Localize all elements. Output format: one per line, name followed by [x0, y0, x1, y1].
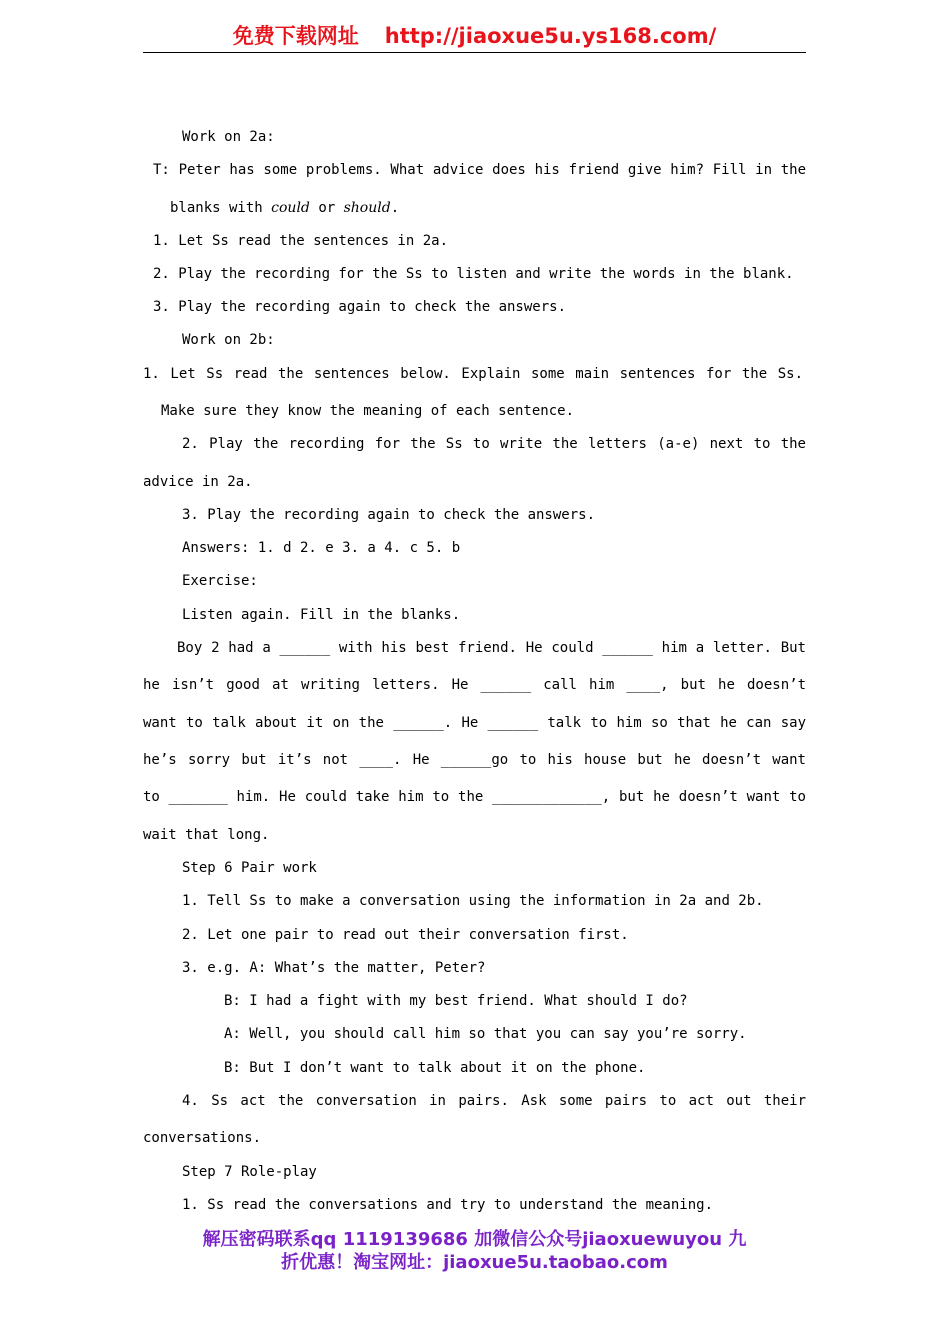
list-item: 3. Play the recording again to check the answers.	[182, 507, 596, 523]
footer-line-2: 折优惠！淘宝网址：jiaoxue5u.taobao.com	[281, 1252, 668, 1273]
list-item: 3. Play the recording again to check the answers.	[153, 299, 567, 315]
header-url-link[interactable]: http://jiaoxue5u.ys168.com/	[384, 24, 717, 48]
exercise-line: he isn’t good at writing letters. He ______ call him ____, but he doesn’t	[143, 677, 806, 693]
list-item: 1. Let Ss read the sentences in 2a.	[153, 233, 449, 249]
heading-step-7: Step 7 Role-play	[182, 1164, 317, 1180]
heading-step-6: Step 6 Pair work	[182, 860, 317, 876]
page-header	[143, 22, 806, 53]
exercise-line: he’s sorry but it’s not ____. He ______go to his house but he doesn’t want	[143, 752, 806, 768]
list-item: 2. Let one pair to read out their conversation first.	[182, 927, 629, 943]
exercise-line: wait that long.	[143, 827, 270, 843]
dialogue-line: B: I had a fight with my best friend. What should I do?	[224, 993, 688, 1009]
paragraph-line: Make sure they know the meaning of each sentence.	[161, 403, 575, 419]
dialogue-line: A: Well, you should call him so that you can say you’re sorry.	[224, 1026, 747, 1042]
list-item: 1. Ss read the conversations and try to understand the meaning.	[182, 1197, 714, 1213]
paragraph-line-could-should: blanks with could or should.	[170, 200, 400, 216]
list-item: 2. Play the recording for the Ss to write the letters (a-e) next to the	[182, 436, 806, 452]
list-item: 2. Play the recording for the Ss to listen and write the words in the blank.	[153, 266, 794, 282]
paragraph-line: conversations.	[143, 1130, 262, 1146]
list-item: 3. e.g. A: What’s the matter, Peter?	[182, 960, 486, 976]
list-item: 1. Tell Ss to make a conversation using the information in 2a and 2b.	[182, 893, 764, 909]
list-item: 1. Let Ss read the sentences below. Explain some main sentences for the Ss.	[143, 366, 803, 382]
footer-line-1: 解压密码联系qq 1119139686 加微信公众号jiaoxuewuyou 九	[202, 1229, 747, 1250]
list-item: 4. Ss act the conversation in pairs. Ask some pairs to act out their	[182, 1093, 806, 1109]
instruction-line: Listen again. Fill in the blanks.	[182, 607, 461, 623]
exercise-line: Boy 2 had a ______ with his best friend. He could ______ him a letter. But	[177, 640, 806, 656]
exercise-line: want to talk about it on the ______. He ______ talk to him so that he can say	[143, 715, 806, 731]
heading-work-on-2b: Work on 2b:	[182, 332, 275, 348]
heading-exercise: Exercise:	[182, 573, 258, 589]
exercise-line: to _______ him. He could take him to the _____________, but he doesn’t want to	[143, 789, 806, 805]
italic-should: should	[343, 200, 391, 216]
answers-line: Answers: 1. d 2. e 3. a 4. c 5. b	[182, 540, 461, 556]
dialogue-line: B: But I don’t want to talk about it on the phone.	[224, 1060, 646, 1076]
italic-could: could	[271, 200, 310, 216]
header-free-download-label: 免费下载网址	[232, 24, 359, 48]
heading-work-on-2a: Work on 2a:	[182, 129, 275, 145]
paragraph-line: T: Peter has some problems. What advice does his friend give him? Fill in the	[153, 162, 806, 178]
paragraph-line: advice in 2a.	[143, 474, 253, 490]
